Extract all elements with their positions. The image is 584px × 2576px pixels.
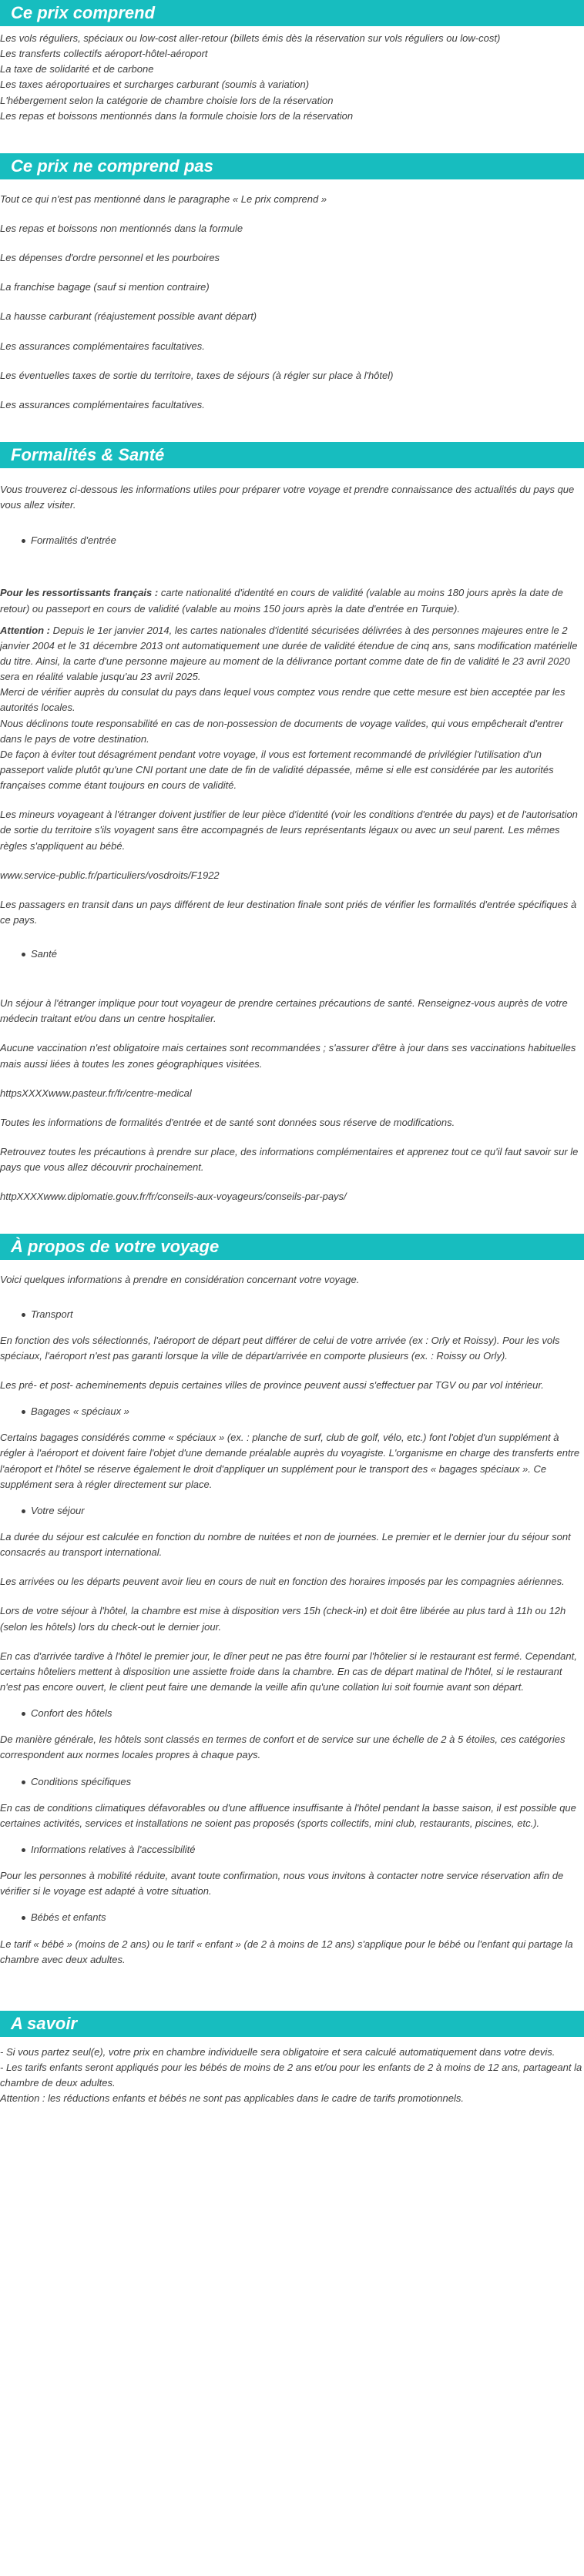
bullet-bagages: Bagages « spéciaux »: [0, 1404, 584, 1419]
paragraph: De façon à éviter tout désagrément pendant votre voyage, il vous est fortement recommandé de privilégier l'utilisation d'un passeport valide plutôt qu'une CNI portant une date de fin de validité dépassée, même si elle est considérée par les autorités françaises comme étant toujours en cours de validité.: [0, 748, 554, 792]
bullet-confort: Confort des hôtels: [0, 1706, 584, 1721]
bullet-accessibilite: Informations relatives à l'accessibilité: [0, 1842, 584, 1857]
paragraph: Merci de vérifier auprès du consulat du pays dans lequel vous comptez vous rendre que cette mesure est bien acceptée par les autorités locales.: [0, 686, 566, 714]
section-title-a-propos: À propos de votre voyage: [0, 1234, 584, 1260]
paragraph: Lors de votre séjour à l'hôtel, la chambre est mise à disposition vers 15h (check-in) et doit être libérée au plus tard à 11h ou 12h (selon les hôtels) lors du check-out le dernier jour.: [0, 1605, 566, 1633]
section-a-savoir: [0, 2037, 584, 2107]
section-title-prix-ne-comprend-pas: Ce prix ne comprend pas: [0, 153, 584, 179]
list-item: Les assurances complémentaires facultatives.: [0, 398, 205, 410]
paragraph: Voici quelques informations à prendre en considération concernant votre voyage.: [0, 1274, 360, 1286]
section-formalites-sante: [0, 468, 584, 1205]
paragraph: La durée du séjour est calculée en fonction du nombre de nuitées et non de journées. Le premier et le dernier jour du séjour sont consacrés au transport international.: [0, 1531, 571, 1559]
paragraph: Pour les ressortissants français : carte nationalité d'identité en cours de validité (valable au moins 180 jours après la date de retour) ou passeport en cours de validité (valable au moins 150 jours après la date d'entrée en Turquie).: [0, 587, 563, 615]
list-item: Les éventuelles taxes de sortie du territoire, taxes de séjours (à régler sur place à l'hôtel): [0, 369, 394, 381]
paragraph: Les mineurs voyageant à l'étranger doivent justifier de leur pièce d'identité (voir les conditions d'entrée du pays) et de l'autorisation de sortie du territoire s'ils voyagent sans être accompagnés de leurs représentants légaux ou avec un seul parent. Les mêmes règles s'appliquent au bébé.: [0, 809, 578, 852]
paragraph: De manière générale, les hôtels sont classés en termes de confort et de service sur une échelle de 2 à 5 étoiles, ces catégories correspondent aux normes locales propres à chaque pays.: [0, 1734, 566, 1761]
list-item: Les repas et boissons mentionnés dans la formule choisie lors de la réservation: [0, 109, 354, 122]
paragraph: En cas d'arrivée tardive à l'hôtel le premier jour, le dîner peut ne pas être fourni par l'hôtelier si le restaurant est fermé. Cependant, certains hôteliers mettent à disposition une assiette froide dans la chambre. En cas de départ matinal de l'hôtel, si le restaurant n'est pas encore ouvert, le client peut faire une demande la veille afin qu'une collation lui soit fournie avant son départ.: [0, 1650, 577, 1693]
bullet-transport: Transport: [0, 1307, 584, 1322]
paragraph: Un séjour à l'étranger implique pour tout voyageur de prendre certaines précautions de santé. Renseignez-vous auprès de votre médecin traitant et/ou dans un centre hospitalier.: [0, 997, 568, 1025]
label-ressortissants: Pour les ressortissants français :: [0, 587, 159, 599]
paragraph: Les passagers en transit dans un pays différent de leur destination finale sont priés de vérifier les formalités d'entrée spécifiques à ce pays.: [0, 898, 577, 926]
paragraph: Nous déclinons toute responsabilité en cas de non-possession de documents de voyage valides, qui vous empêcherait d'entrer dans le pays de votre destination.: [0, 717, 563, 745]
link-text: www.service-public.fr/particuliers/vosdroits/F1922: [0, 869, 220, 881]
paragraph: Retrouvez toutes les précautions à prendre sur place, des informations complémentaires et apprenez tout ce qu'il faut savoir sur le pays que vous allez découvrir prochainement.: [0, 1146, 579, 1174]
paragraph: En fonction des vols sélectionnés, l'aéroport de départ peut différer de celui de votre arrivée (ex : Orly et Roissy). Pour les vols spéciaux, l'aéroport n'est pas garanti lorsque la ville de départ/arrivée en comporte plusieurs (ex. : Roissy ou Orly).: [0, 1334, 560, 1362]
label-attention: Attention :: [0, 624, 50, 636]
paragraph: Attention : Depuis le 1er janvier 2014, les cartes nationales d'identité sécurisées délivrées à des personnes majeures entre le 2 janvier 2004 et le 31 décembre 2013 ont automatiquement une durée de validité étendue de cinq ans, sans modification matérielle du titre. Ainsi, la carte d'une personne majeure au moment de la délivrance portant comme date de fin de validité le 23 avril 2020 sera en réalité valable jusqu'au 23 avril 2025.: [0, 624, 578, 683]
link-text: httpsXXXXwww.pasteur.fr/fr/centre-medical: [0, 1087, 192, 1099]
bullet-conditions: Conditions spécifiques: [0, 1774, 584, 1790]
section-prix-ne-comprend-pas: [0, 179, 584, 413]
paragraph: Toutes les informations de formalités d'entrée et de santé sont données sous réserve de modifications.: [0, 1116, 455, 1128]
paragraph: Le tarif « bébé » (moins de 2 ans) ou le tarif « enfant » (de 2 à moins de 12 ans) s'applique pour le bébé ou l'enfant qui partage la chambre avec deux adultes.: [0, 1938, 573, 1965]
paragraph: Pour les personnes à mobilité réduite, avant toute confirmation, nous vous invitons à contacter notre service réservation afin de vérifier si le voyage est adapté à votre situation.: [0, 1870, 564, 1898]
link-text: httpXXXXwww.diplomatie.gouv.fr/fr/conseils-aux-voyageurs/conseils-par-pays/: [0, 1191, 347, 1203]
bullet-bebes-enfants: Bébés et enfants: [0, 1910, 584, 1925]
paragraph: Les arrivées ou les départs peuvent avoir lieu en cours de nuit en fonction des horaires imposés par les compagnies aériennes.: [0, 1576, 565, 1588]
paragraph: Les pré- et post- acheminements depuis certaines villes de province peuvent aussi s'effectuer par TGV ou par vol intérieur.: [0, 1379, 544, 1392]
paragraph: Vous trouverez ci-dessous les informations utiles pour préparer votre voyage et prendre connaissance des actualités du pays que vous allez visiter.: [0, 483, 575, 511]
bullet-sante: Santé: [0, 946, 584, 962]
list-item: Les taxes aéroportuaires et surcharges carburant (soumis à variation): [0, 79, 310, 91]
list-item: Les transferts collectifs aéroport-hôtel-aéroport: [0, 48, 208, 60]
section-title-a-savoir: A savoir: [0, 2011, 584, 2037]
list-item: Les assurances complémentaires facultatives.: [0, 340, 205, 352]
section-title-formalites-sante: Formalités & Santé: [0, 442, 584, 468]
paragraph: Certains bagages considérés comme « spéciaux » (ex. : planche de surf, club de golf, vélo, etc.) font l'objet d'un supplément à régler à l'aéroport et doivent faire l'objet d'une demande préalable auprès du voyagiste. L'organisme en charge des transferts entre l'aéroport et l'hôtel se réserve également le droit d'appliquer un supplément pour le transport des « bagages spéciaux ». Ce supplément sera à régler directement sur place.: [0, 1432, 580, 1490]
paragraph: Aucune vaccination n'est obligatoire mais certaines sont recommandées ; s'assurer d'être à jour dans ses vaccinations habituelles mais aussi liées à toutes les zones géographiques visitées.: [0, 1042, 576, 1070]
list-item: Tout ce qui n'est pas mentionné dans le paragraphe « Le prix comprend »: [0, 193, 327, 205]
list-item: Les vols réguliers, spéciaux ou low-cost aller-retour (billets émis dès la réservation sur vols réguliers ou low-cost): [0, 32, 501, 44]
section-prix-comprend: [0, 26, 584, 124]
paragraph: - Les tarifs enfants seront appliqués pour les bébés de moins de 2 ans et/ou pour les enfants de 2 à moins de 12 ans, partageant la chambre de deux adultes.: [0, 2061, 582, 2089]
list-item: La taxe de solidarité et de carbone: [0, 63, 154, 75]
bullet-formalites: Formalités d'entrée: [0, 533, 584, 548]
section-title-prix-comprend: Ce prix comprend: [0, 0, 584, 26]
paragraph: - Si vous partez seul(e), votre prix en chambre individuelle sera obligatoire et sera calculé automatiquement dans votre devis.: [0, 2045, 555, 2058]
section-a-propos: [0, 1260, 584, 1967]
list-item: La franchise bagage (sauf si mention contraire): [0, 281, 210, 293]
list-item: La hausse carburant (réajustement possible avant départ): [0, 310, 257, 323]
paragraph: En cas de conditions climatiques défavorables ou d'une affluence insuffisante à l'hôtel pendant la basse saison, il est possible que certaines activités, services et installations ne soient pas proposés (sports collectifs, mini club, restaurants, piscines, etc.).: [0, 1801, 576, 1829]
paragraph: Attention : les réductions enfants et bébés ne sont pas applicables dans le cadre de tarifs promotionnels.: [0, 2092, 464, 2105]
list-item: L'hébergement selon la catégorie de chambre choisie lors de la réservation: [0, 94, 334, 106]
bullet-sejour: Votre séjour: [0, 1503, 584, 1519]
list-item: Les repas et boissons non mentionnés dans la formule: [0, 222, 243, 234]
list-item: Les dépenses d'ordre personnel et les pourboires: [0, 252, 220, 264]
